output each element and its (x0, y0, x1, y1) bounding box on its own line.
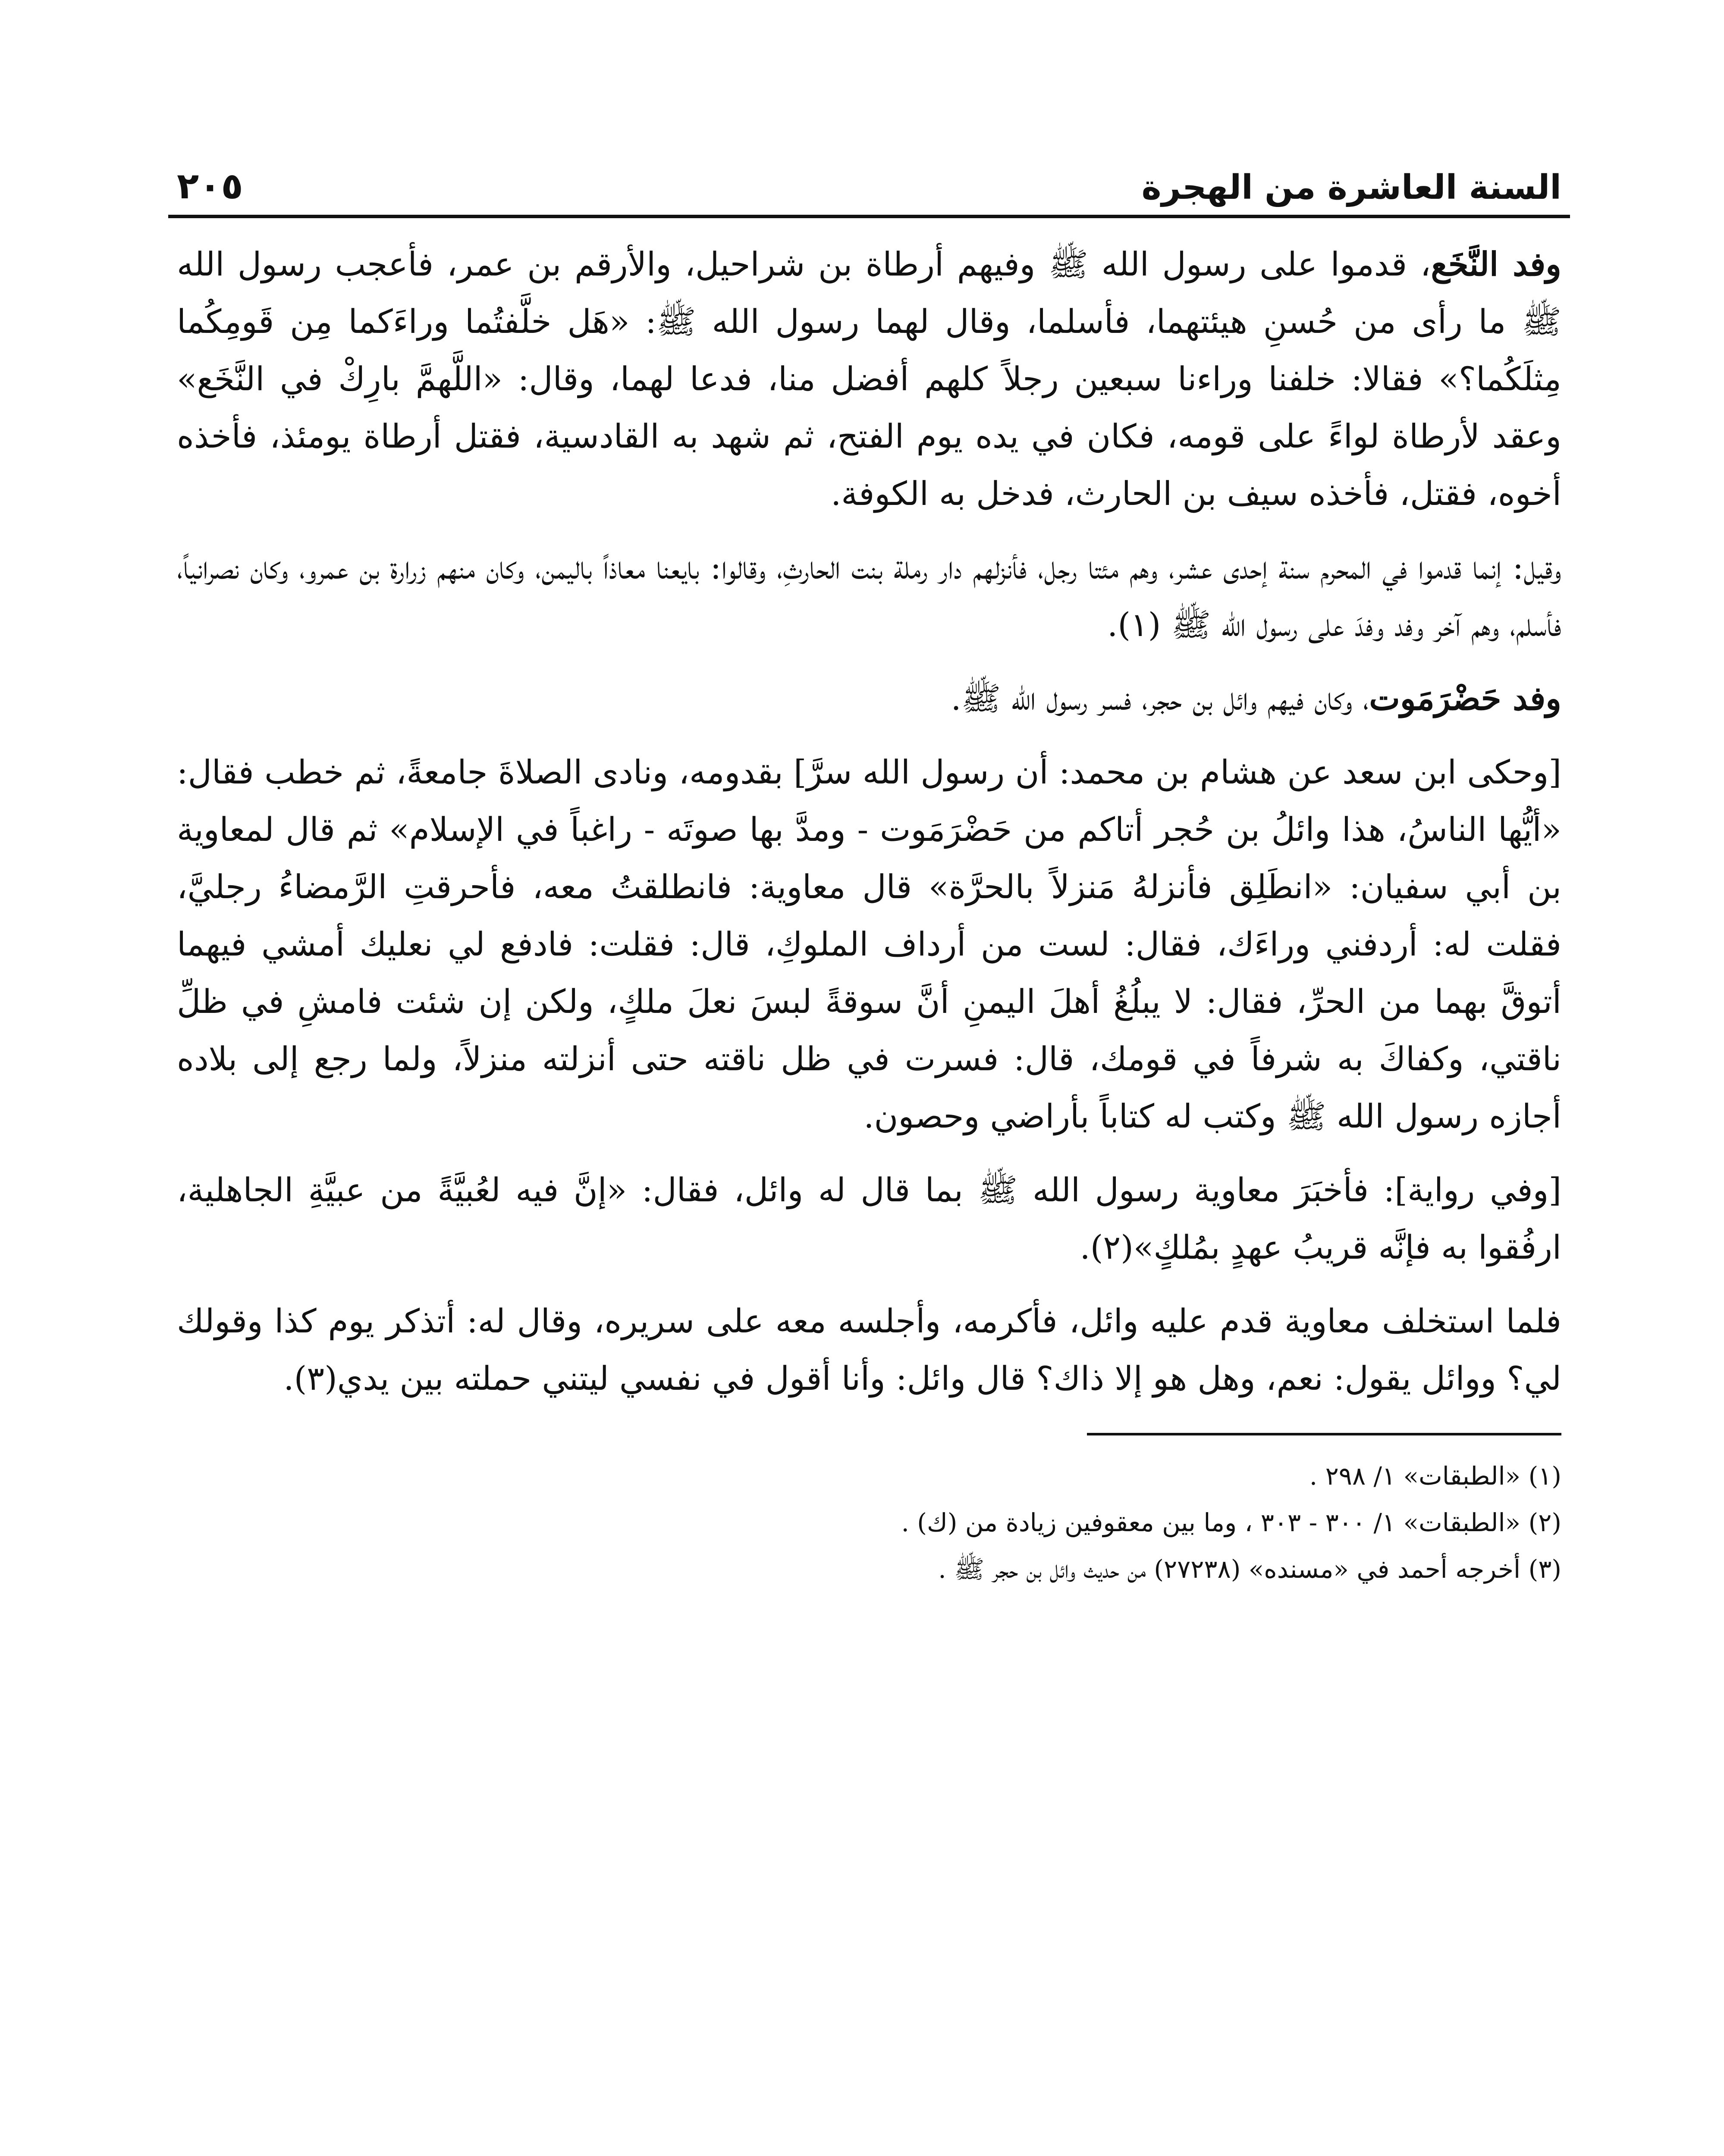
paragraph-another-narration (177, 1161, 1561, 1276)
paragraph-text: وقيل: إنما قدموا في المحرم سنة إحدى عشر، وهم مئتا رجل، فأنزلهم دار رملة بنت الحارثِ، وقالوا: بايعنا معاذاً باليمن، وكان منهم زرارة بن عمرو، وكان نصرانياً، فأسلم، وهم آخر وفد وفدَ على رسول الله ﷺ (١). (177, 548, 1561, 644)
running-header (168, 142, 1570, 218)
page-number: ٢٠٥ (177, 165, 243, 207)
footnote-2: (٢) «الطبقات» ١/ ٣٠٠ - ٣٠٣ ، وما بين معقوفين زيادة من (ك) . (901, 1508, 1561, 1537)
paragraph-lead: وفد النَّخَع (1431, 245, 1561, 283)
footnotes (168, 1453, 1570, 1592)
paragraph-text: [وحكى ابن سعد عن هشام بن محمد: أن رسول الله سرَّ] بقدومه، ونادى الصلاةَ جامعةً، ثم خطب فقال: «أيُّها الناسُ، هذا وائلُ بن حُجر أتاكم من حَضْرَمَوت - ومدَّ بها صوتَه - راغباً في الإسلام» ثم قال لمعاوية بن أبي سفيان: «انطَلِق فأنزلهُ مَنزلاً بالحرَّة» قال معاوية: فانطلقتُ معه، فأحرقتِ الرَّمضاءُ رجليَّ، فقلت له: أردفني وراءَك، فقال: لست من أرداف الملوكِ، قال: فقلت: فادفع لي نعليك أمشي فيهما أتوقَّ بهما من الحرِّ، فقال: لا يبلُغُ أهلَ اليمنِ أنَّ سوقةً لبسَ نعلَ ملكٍ، ولكن إن شئت فامشِ في ظلِّ ناقتي، وكفاكَ به شرفاً في قومك، قال: فسرت في ظل ناقته حتى أنزلته منزلاً، ولما رجع إلى بلاده أجازه رسول الله ﷺ وكتب له كتاباً بأراضي وحصون. (177, 753, 1562, 1135)
paragraph-wafd-hadramawt (177, 670, 1561, 727)
paragraph-ibn-saad-account (177, 743, 1561, 1145)
footnote-3: (٣) أخرجه أحمد في «مسنده» (٢٧٢٣٨) من حديث وائل بن حجر ﷺ . (938, 1554, 1561, 1584)
paragraph-text: فلما استخلف معاوية قدم عليه وائل، فأكرمه، وأجلسه معه على سريره، وقال له: أتذكر يوم كذا وقولك لي؟ ووائل يقول: نعم، وهل هو إلا ذاك؟ قال وائل: وأنا أقول في نفسي ليتني حملته بين يدي(٣). (177, 1302, 1561, 1398)
paragraph-lead: وفد حَضْرَمَوت (1369, 679, 1561, 718)
footnote-1: (١) «الطبقات» ١/ ٢٩٨ . (1309, 1461, 1561, 1491)
paragraph-text: [وفي رواية]: فأخبَرَ معاوية رسول الله ﷺ بما قال له وائل، فقال: «إنَّ فيه لعُبيَّةً من عبيَّةِ الجاهلية، ارفُقوا به فإنَّه قريبُ عهدٍ بمُلكٍ»(٢). (177, 1171, 1561, 1266)
paragraph-text: ، وكان فيهم وائل بن حجر، فسر رسول الله ﷺ. (951, 679, 1369, 718)
paragraph-text: ، قدموا على رسول الله ﷺ وفيهم أرطاة بن شراحيل، والأرقم بن عمر، فأعجب رسول الله ﷺ ما رأى من حُسنِ هيئتهما، فأسلما، وقال لهما رسول الله ﷺ: «هَل خلَّفتُما وراءَكما مِن قَومِكُما مِثلَكُما؟» فقالا: خلفنا وراءنا سبعين رجلاً كلهم أفضل منا، فدعا لهما، وقال: «اللَّهمَّ بارِكْ في النَّخَع» وعقد لأرطاة لواءً على قومه، فكان في يده يوم الفتح، ثم شهد به القادسية، فقتل أرطاة يومئذ، فأخذه أخوه، فقتل، فأخذه سيف بن الحارث، فدخل به الكوفة. (177, 245, 1561, 513)
paragraph-muharram-arrival (177, 539, 1561, 653)
paragraph-muawiya-caliphate (177, 1292, 1561, 1407)
footnote-separator (1087, 1433, 1561, 1435)
body-text (168, 235, 1570, 1407)
book-page (168, 142, 1570, 2156)
running-title: السنة العاشرة من الهجرة (1141, 168, 1561, 207)
paragraph-wafd-nakha (177, 235, 1561, 522)
